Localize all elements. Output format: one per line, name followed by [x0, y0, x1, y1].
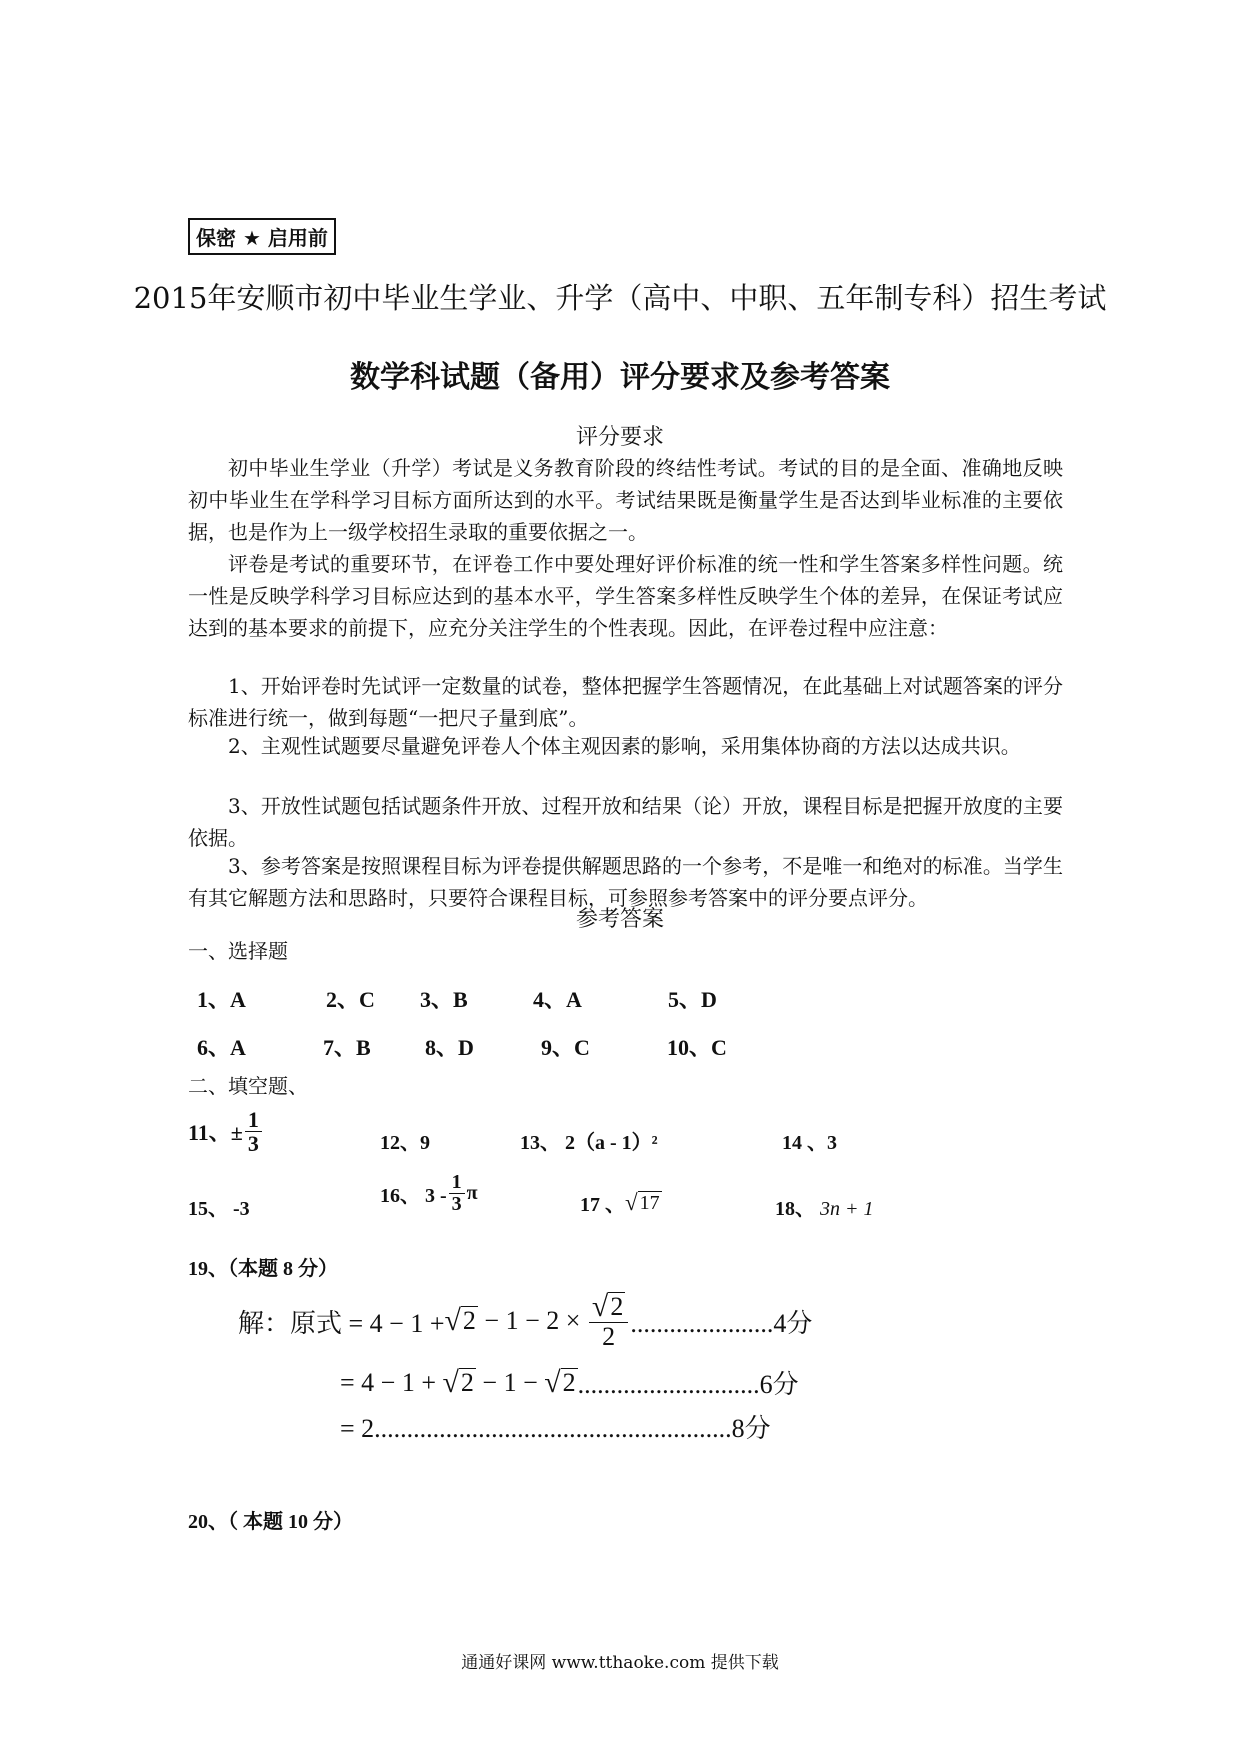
choice-answer: 9、C: [541, 1035, 590, 1060]
section-choice-label: 一、选择题: [188, 939, 288, 963]
fraction-denominator: 3: [451, 1193, 462, 1215]
answers-heading: 参考答案: [575, 907, 664, 932]
grading-item-3: 3、开放性试题包括试题条件开放、过程开放和结果（论）开放，课程目标是把握开放度的主要依据。: [188, 794, 1063, 850]
radicand: 2: [462, 1306, 476, 1336]
fill-answer-17: [580, 1188, 662, 1217]
document-title: 数学科试题（备用）评分要求及参考答案: [350, 360, 890, 395]
fraction-numerator: [589, 1292, 628, 1323]
radicand: 2: [460, 1367, 474, 1397]
sqrt-symbol: [445, 1306, 478, 1336]
choice-answer: 5、D: [668, 987, 717, 1012]
q19-solution-line-2: [340, 1364, 799, 1401]
fraction: [449, 1172, 465, 1215]
fraction-denominator: 3: [247, 1131, 259, 1157]
sqrt-symbol: [625, 1191, 662, 1214]
sqrt-symbol: [544, 1365, 577, 1399]
q19-line2-middle: − 1 −: [475, 1367, 545, 1397]
radicand: 17: [639, 1192, 660, 1214]
question-20-label: 20、（ 本题 10 分）: [188, 1511, 353, 1533]
radicand: 2: [562, 1367, 576, 1397]
q19-solution-line-3: = 2.......................................................8分: [340, 1414, 771, 1443]
fraction-numerator: 1: [449, 1172, 465, 1194]
question-19-label: 19、（本题 8 分）: [188, 1258, 338, 1280]
footer-source: 通通好课网 www.tthaoke.com 提供下载: [461, 1653, 779, 1673]
radicand: 2: [610, 1292, 624, 1321]
radical-sign-icon: √: [625, 1190, 638, 1215]
q19-line1-prefix: 解：原式 = 4 − 1 +: [238, 1308, 445, 1338]
fraction-denominator: 2: [602, 1321, 616, 1351]
fill-answer-16-label: 16、 3 -: [380, 1185, 447, 1207]
q19-line1-middle: − 1 − 2 ×: [477, 1306, 587, 1336]
fill-answer-12: 12、9: [380, 1132, 430, 1154]
choice-answer: 1、A: [197, 987, 246, 1012]
exam-title: 2015年安顺市初中毕业生学业、升学（高中、中职、五年制专科）招生考试: [133, 281, 1107, 315]
fraction: [245, 1108, 262, 1155]
pi-symbol: π: [466, 1182, 478, 1204]
grading-item-2: 2、主观性试题要尽量避免评卷人个体主观因素的影响，采用集体协商的方法以达成共识。: [228, 734, 1021, 758]
sqrt-symbol: [442, 1365, 476, 1399]
fill-answer-17-label: 17 、: [580, 1194, 625, 1216]
radical-sign-icon: √: [444, 1304, 461, 1338]
q19-line1-score: ......................4分: [630, 1308, 813, 1338]
section-fill-label: 二、填空题、: [188, 1074, 308, 1098]
choice-answer: 2、C: [326, 987, 375, 1012]
sqrt-symbol: [592, 1292, 625, 1322]
q19-solution-line-1: [238, 1292, 812, 1350]
fill-answer-14: 14 、3: [782, 1132, 837, 1154]
fill-answer-18-label: 18、: [775, 1198, 815, 1220]
choice-answer: 10、C: [667, 1035, 727, 1060]
choice-answer: 8、D: [425, 1035, 474, 1060]
grading-item-1: 1、开始评卷时先试评一定数量的试卷，整体把握学生答题情况，在此基础上对试题答案的评分标准进行统一，做到每题“一把尺子量到底”。: [188, 674, 1063, 730]
grading-paragraph-2: 评卷是考试的重要环节，在评卷工作中要处理好评价标准的统一性和学生答案多样性问题。统一性是反映学科学习目标应达到的基本水平，学生答案多样性反映学生个体的差异，在保证考试应达到的基本要求的前提下，应充分关注学生的个性表现。因此，在评卷过程中应注意：: [188, 552, 1063, 640]
fill-answer-18-expression: 3n + 1: [820, 1198, 874, 1220]
grading-item-4: 3、参考答案是按照课程目标为评卷提供解题思路的一个参考，不是唯一和绝对的标准。当学生有其它解题方法和思路时，只要符合课程目标，可参照参考答案中的评分要点评分。: [188, 854, 1063, 910]
fill-answer-15: 15、 -3: [188, 1198, 250, 1220]
choice-answer: 3、B: [420, 987, 468, 1012]
fraction: [589, 1292, 628, 1350]
fill-answer-11: [188, 1108, 264, 1155]
fill-answer-13: 13、 2（a - 1）²: [520, 1132, 658, 1154]
confidential-stamp: 保密 ★ 启用前: [188, 218, 336, 255]
grading-paragraph-1: 初中毕业生学业（升学）考试是义务教育阶段的终结性考试。考试的目的是全面、准确地反映初中毕业生在学科学习目标方面所达到的水平。考试结果既是衡量学生是否达到毕业标准的主要依据，也是作为上一级学校招生录取的重要依据之一。: [188, 456, 1063, 544]
q19-line2-prefix: = 4 − 1 +: [340, 1367, 443, 1397]
choice-answer: 7、B: [323, 1035, 371, 1060]
q19-line2-score: ............................6分: [577, 1370, 799, 1399]
choice-answer: 6、A: [197, 1035, 246, 1060]
fill-answer-16: [380, 1172, 478, 1215]
radical-sign-icon: √: [544, 1365, 561, 1399]
choice-answer: 4、A: [533, 987, 582, 1012]
fill-answer-18: [775, 1192, 874, 1221]
radical-sign-icon: √: [442, 1365, 459, 1399]
radical-sign-icon: √: [591, 1290, 609, 1323]
fill-answer-11-label: 11、±: [188, 1120, 243, 1146]
fraction-numerator: 1: [245, 1108, 262, 1132]
grading-heading: 评分要求: [575, 425, 664, 450]
